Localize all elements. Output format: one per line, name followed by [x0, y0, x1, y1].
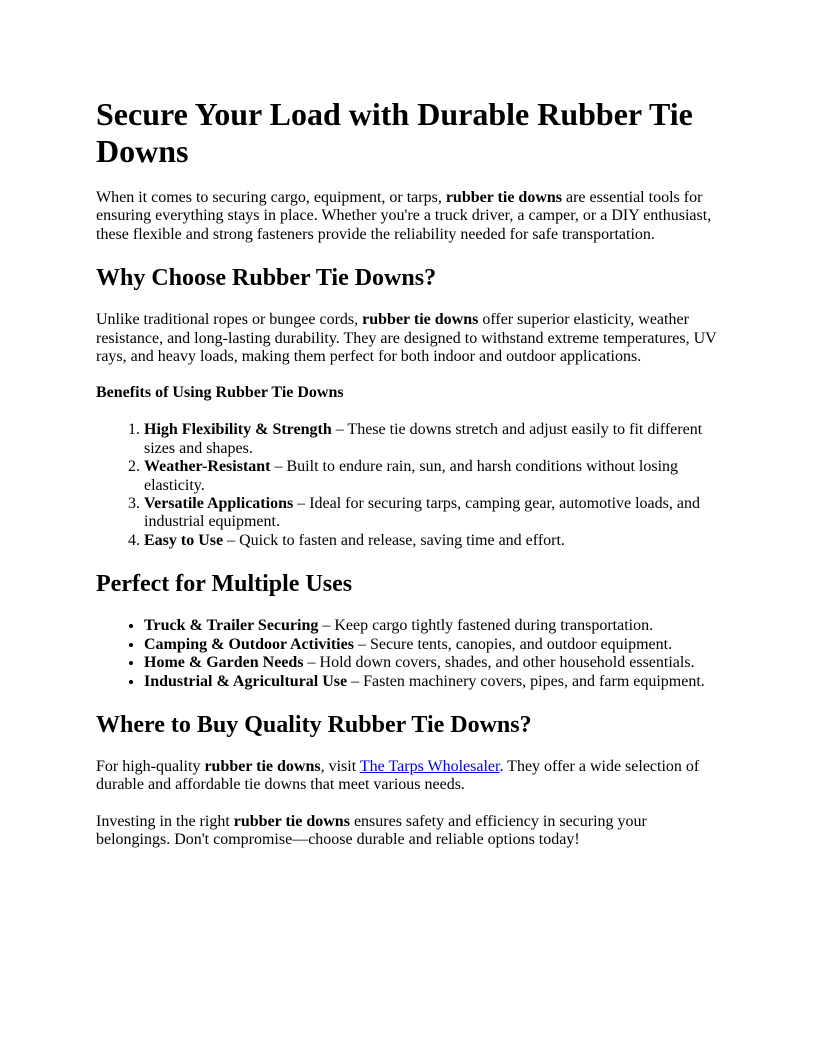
use-item-title: Truck & Trailer Securing — [144, 617, 319, 635]
benefit-item-title: High Flexibility & Strength — [144, 421, 332, 439]
why-heading: Why Choose Rubber Tie Downs? — [96, 265, 437, 292]
use-item-text: – Keep cargo tightly fastened during transportation. — [318, 617, 654, 635]
benefits-list — [96, 421, 720, 550]
buy-bold-keyword: rubber tie downs — [204, 757, 321, 775]
closing-text-after: ensures safety and efficiency in securing your belongings. Don't compromise—choose durable and reliable options today! — [96, 812, 647, 849]
why-text-after: offer superior elasticity, weather resistance, and long-lasting durability. They are designed to withstand extreme temperatures, UV rays, and heavy loads, making them perfect for both indoor and outdoor applications. — [96, 311, 717, 366]
use-item-title: Camping & Outdoor Activities — [144, 635, 354, 653]
buy-paragraph — [96, 758, 720, 795]
intro-bold-keyword: rubber tie downs — [445, 189, 562, 206]
list-item — [144, 636, 720, 654]
benefit-item-title: Easy to Use — [144, 531, 224, 549]
list-item — [144, 421, 720, 458]
list-item — [144, 458, 720, 495]
benefit-item-text: – Ideal for securing tarps, camping gear, automotive loads, and industrial equipment. — [144, 495, 700, 531]
use-item-text: – Hold down covers, shades, and other household essentials. — [303, 654, 695, 672]
intro-text-after: are essential tools for ensuring everything stays in place. Whether you're a truck driver, a camper, or a DIY enthusiast, these flexible and strong fasteners provide the reliability needed for safe transportation. — [96, 189, 712, 243]
why-text-before: Unlike traditional ropes or bungee cords, — [96, 311, 363, 329]
why-paragraph — [96, 311, 720, 366]
tarps-wholesaler-link[interactable]: The Tarps Wholesaler — [359, 757, 500, 775]
benefit-item-text: – Built to endure rain, sun, and harsh conditions without losing elasticity. — [144, 458, 679, 494]
buy-text-before: For high-quality — [96, 757, 205, 775]
closing-bold-keyword: rubber tie downs — [233, 812, 350, 830]
buy-text-mid: , visit — [320, 757, 360, 775]
list-item — [144, 673, 720, 691]
list-item — [144, 654, 720, 672]
list-item — [144, 617, 720, 635]
use-item-title: Home & Garden Needs — [144, 654, 304, 672]
benefits-heading: Benefits of Using Rubber Tie Downs — [96, 384, 344, 402]
buy-text-after: . They offer a wide selection of durable and affordable tie downs that meet various needs. — [96, 757, 700, 794]
use-item-text: – Secure tents, canopies, and outdoor equipment. — [353, 635, 673, 653]
benefit-item-text: – Quick to fasten and release, saving time and effort. — [223, 531, 565, 549]
benefit-item-title: Weather-Resistant — [144, 458, 271, 476]
uses-list — [96, 617, 720, 691]
list-item — [144, 532, 720, 550]
closing-text-before: Investing in the right — [96, 812, 234, 830]
use-item-text: – Fasten machinery covers, pipes, and farm equipment. — [347, 672, 705, 690]
intro-paragraph — [96, 189, 720, 244]
benefit-item-text: – These tie downs stretch and adjust easily to fit different sizes and shapes. — [144, 421, 703, 457]
list-item — [144, 495, 720, 532]
uses-heading: Perfect for Multiple Uses — [96, 571, 353, 598]
buy-heading: Where to Buy Quality Rubber Tie Downs? — [96, 711, 532, 738]
page-title: Secure Your Load with Durable Rubber Tie Downs — [96, 96, 693, 169]
use-item-title: Industrial & Agricultural Use — [144, 672, 348, 690]
why-bold-keyword: rubber tie downs — [362, 311, 479, 329]
benefit-item-title: Versatile Applications — [144, 495, 294, 513]
intro-text-before: When it comes to securing cargo, equipment, or tarps, — [96, 189, 446, 206]
closing-paragraph — [96, 813, 720, 850]
